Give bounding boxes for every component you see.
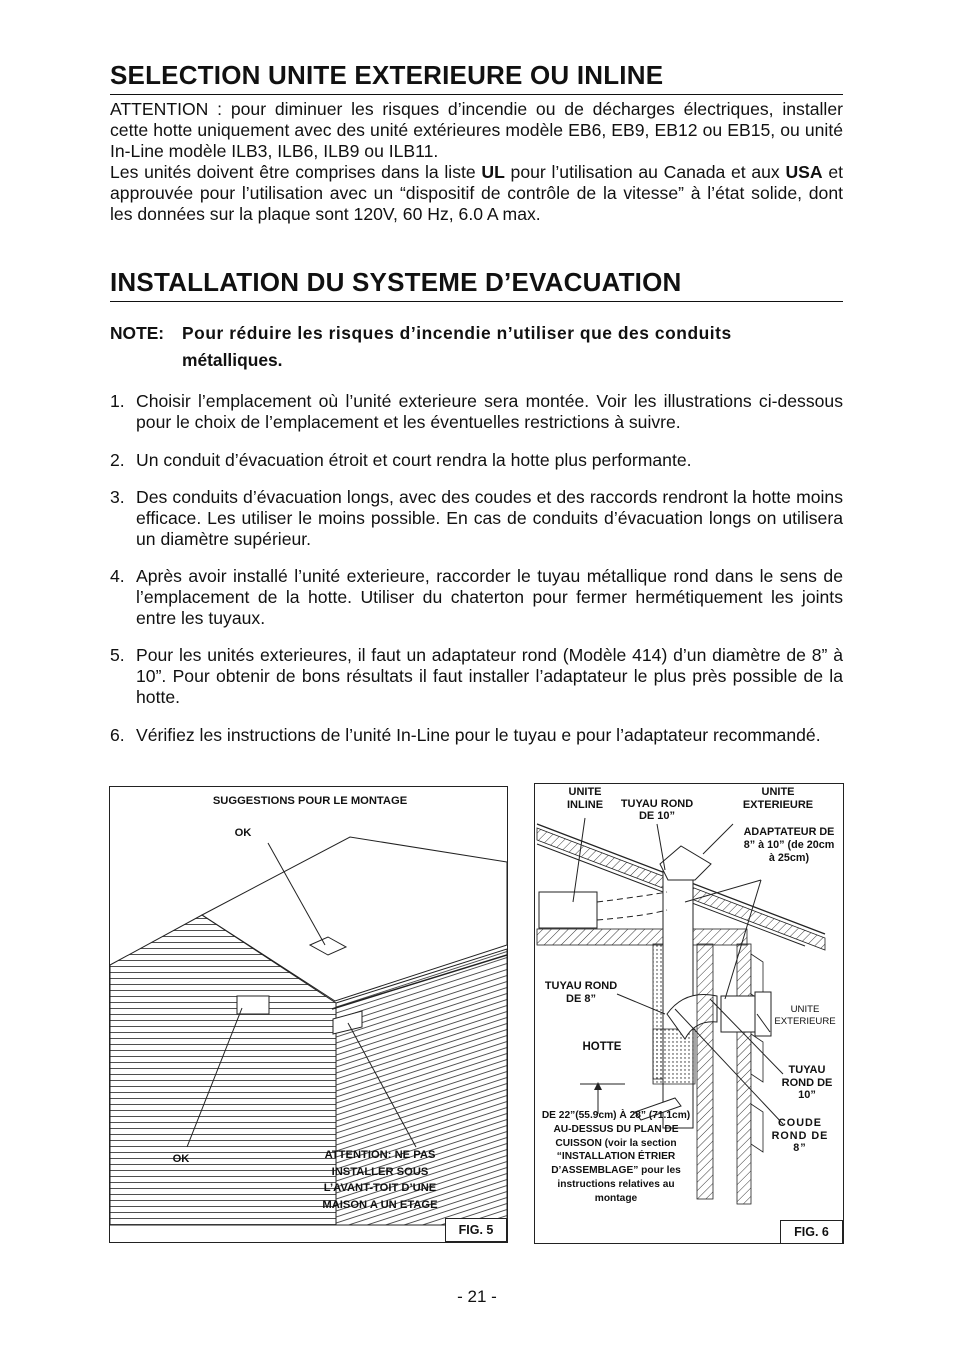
- item-number: 3.: [110, 487, 125, 507]
- unite-inline-label: UNITE INLINE: [566, 786, 604, 811]
- ul-text-b: pour l’utilisation au Canada et aux: [504, 162, 786, 182]
- fig5-label: FIG. 5: [445, 1218, 507, 1242]
- fig5-title: SUGGESTIONS POUR LE MONTAGE: [212, 795, 408, 807]
- item-number: 1.: [110, 391, 125, 411]
- item-text: Pour les unités exterieures, il faut un adaptateur rond (Modèle 414) d’un diamètre de 8” à 10”. Pour obtenir de bons résultats il faut installer l’adaptateur le plus près possible de la hotte.: [136, 645, 843, 707]
- list-item: [110, 725, 843, 746]
- list-item: [110, 450, 843, 471]
- adaptateur-label: ADAPTATEUR DE 8” à 10” (de 20cm à 25cm): [743, 826, 835, 864]
- item-text: Vérifiez les instructions de l’unité In-Line pour le tuyau e pour l’adaptateur recommandé.: [136, 725, 821, 745]
- tuyau-rond-8-label: TUYAU ROND DE 8”: [544, 980, 618, 1005]
- figure-5: [109, 786, 508, 1243]
- figure-6: [534, 783, 844, 1244]
- fig5-warning: ATTENTION: NE PAS INSTALLER SOUS L’AVANT-TOIT D’UNE MAISON A UN ETAGE: [322, 1149, 438, 1211]
- height-note: DE 22”(55.9cm) À 28” (71.1cm) AU-DESSUS DU PLAN DE CUISSON (voir la section “INSTALLATION ÉTRIER D’ASSEMBLAGE” pour les instructions relatives au montage: [541, 1110, 691, 1204]
- ul-text-c: et approuvée pour l’utilisation avec un “dispositif de contrôle de la vitesse” à l’état solide, dont les données sur la plaque sont 120V, 60 Hz, 6.0 A max.: [110, 162, 843, 224]
- section-title-selection: SELECTION UNITE EXTERIEURE OU INLINE: [110, 60, 843, 95]
- attention-text: ATTENTION : pour diminuer les risques d’incendie ou de décharges électriques, installer cette hotte uniquement avec des unité extérieures modèle EB6, EB9, EB12 ou EB15, ou unité In-Line modèle ILB3, ILB6, ILB9 ou ILB11.: [110, 99, 843, 161]
- item-text: Des conduits d’évacuation longs, avec des coudes et des raccords rendront la hotte moins efficace. Les utiliser le moins possible. En cas de conduits d’évacuation longs on utilisera un diamètre supérieur.: [136, 487, 843, 549]
- attention-paragraph: [110, 99, 843, 225]
- usa-label: USA: [785, 162, 823, 182]
- list-item: [110, 391, 843, 433]
- ok-label-bottom: OK: [172, 1153, 190, 1165]
- fig6-label: FIG. 6: [780, 1220, 843, 1244]
- note-line2: métalliques.: [182, 350, 283, 370]
- note-label: NOTE:: [110, 323, 165, 343]
- list-item: [110, 566, 843, 629]
- unite-exterieure-side-label: UNITE EXTERIEURE: [774, 1004, 836, 1027]
- coude-label: COUDE ROND DE 8”: [771, 1117, 829, 1154]
- ok-label-top: OK: [234, 827, 252, 839]
- item-number: 2.: [110, 450, 125, 470]
- item-text: Après avoir installé l’unité exterieure, raccorder le tuyau métallique rond dans le sens de l’emplacement de la hotte. Utiliser du chaterton pour fermer hermétiquement les joints entre les tuyaux.: [136, 566, 843, 628]
- item-number: 6.: [110, 725, 125, 745]
- ul-label: UL: [481, 162, 505, 182]
- tuyau-rond-10-side-label: TUYAU ROND DE 10”: [781, 1064, 833, 1101]
- item-text: Un conduit d’évacuation étroit et court rendra la hotte plus performante.: [136, 450, 692, 470]
- page-number: - 21 -: [457, 1287, 497, 1306]
- unite-exterieure-top-label: UNITE EXTERIEURE: [742, 786, 814, 811]
- item-number: 4.: [110, 566, 125, 586]
- tuyau-rond-10-label: TUYAU ROND DE 10”: [620, 798, 694, 822]
- list-item: [110, 487, 843, 550]
- section-title-installation: INSTALLATION DU SYSTEME D’EVACUATION: [110, 267, 843, 302]
- note-line1: Pour réduire les risques d’incendie n’utiliser que des conduits: [182, 323, 732, 343]
- item-number: 5.: [110, 645, 125, 665]
- item-text: Choisir l’emplacement où l’unité exterieure sera montée. Voir les illustrations ci-dessous pour le choix de l’emplacement et les éventuelles restrictions à suivre.: [136, 391, 843, 432]
- hotte-label: HOTTE: [582, 1041, 622, 1053]
- note-block: [110, 320, 843, 374]
- list-item: [110, 645, 843, 708]
- ul-text-a: Les unités doivent être comprises dans la liste: [110, 162, 482, 182]
